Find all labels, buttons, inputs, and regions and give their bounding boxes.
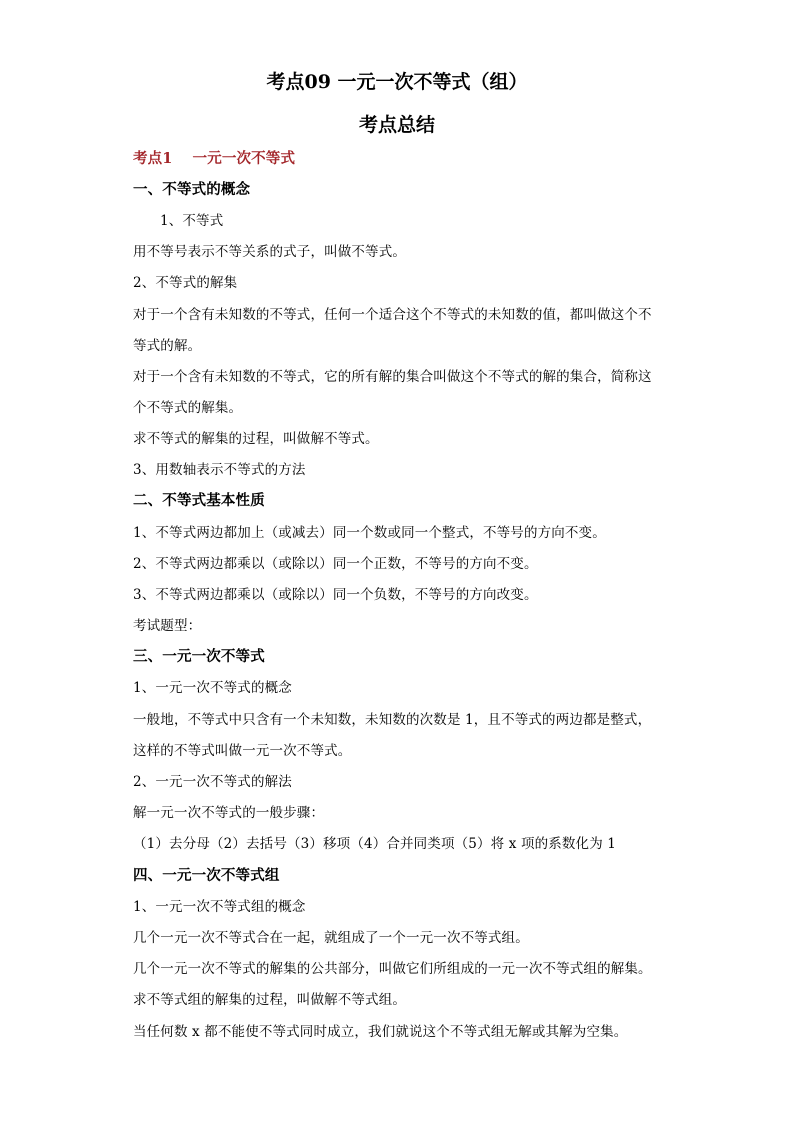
paragraph-line: （1）去分母（2）去括号（3）移项（4）合并同类项（5）将 x 项的系数化为 1 — [133, 836, 617, 852]
topic-name: 一元一次不等式 — [192, 150, 296, 167]
section-heading: 一、不等式的概念 — [133, 181, 251, 198]
paragraph-line: 解一元一次不等式的一般步骤： — [133, 805, 325, 821]
paragraph-line: 几个一元一次不等式合在一起，就组成了一个一元一次不等式组。 — [133, 930, 529, 946]
subsection-heading: 1、不等式 — [160, 213, 224, 229]
paragraph-line: 当任何数 x 都不能使不等式同时成立，我们就说这个不等式组无解或其解为空集。 — [133, 1024, 628, 1040]
paragraph-line: 个不等式的解集。 — [133, 400, 243, 416]
subsection-heading: 1、一元一次不等式组的概念 — [133, 899, 306, 915]
topic-heading — [133, 149, 295, 169]
document-title: 考点09 一元一次不等式（组） — [266, 71, 528, 93]
section-heading: 三、一元一次不等式 — [133, 648, 265, 665]
paragraph-line: 对于一个含有未知数的不等式，它的所有解的集合叫做这个不等式的解的集合，简称这 — [133, 369, 652, 385]
paragraph-line: 考试题型： — [133, 618, 202, 634]
paragraph-line: 求不等式组的解集的过程，叫做解不等式组。 — [133, 992, 406, 1008]
document-subtitle: 考点总结 — [358, 114, 435, 136]
paragraph-line: 几个一元一次不等式的解集的公共部分，叫做它们所组成的一元一次不等式组的解集。 — [133, 961, 652, 977]
paragraph-line: 3、不等式两边都乘以（或除以）同一个负数，不等号的方向改变。 — [133, 587, 538, 603]
paragraph-line: 对于一个含有未知数的不等式，任何一个适合这个不等式的未知数的值，都叫做这个不 — [133, 307, 652, 323]
subsection-heading: 2、不等式的解集 — [133, 275, 238, 291]
topic-label: 考点1 — [133, 150, 173, 167]
subsection-heading: 2、一元一次不等式的解法 — [133, 774, 292, 790]
paragraph-line: 这样的不等式叫做一元一次不等式。 — [133, 743, 352, 759]
paragraph-line: 等式的解。 — [133, 338, 202, 354]
section-heading: 四、一元一次不等式组 — [133, 867, 280, 884]
subsection-heading: 3、用数轴表示不等式的方法 — [133, 462, 306, 478]
paragraph-line: 用不等号表示不等关系的式子，叫做不等式。 — [133, 244, 406, 260]
section-heading: 二、不等式基本性质 — [133, 492, 265, 509]
paragraph-line: 1、不等式两边都加上（或减去）同一个数或同一个整式，不等号的方向不变。 — [133, 525, 606, 541]
subsection-heading: 1、一元一次不等式的概念 — [133, 680, 292, 696]
paragraph-line: 一般地，不等式中只含有一个未知数，未知数的次数是 1，且不等式的两边都是整式， — [133, 712, 652, 728]
paragraph-line: 2、不等式两边都乘以（或除以）同一个正数，不等号的方向不变。 — [133, 556, 538, 572]
paragraph-line: 求不等式的解集的过程，叫做解不等式。 — [133, 431, 379, 447]
